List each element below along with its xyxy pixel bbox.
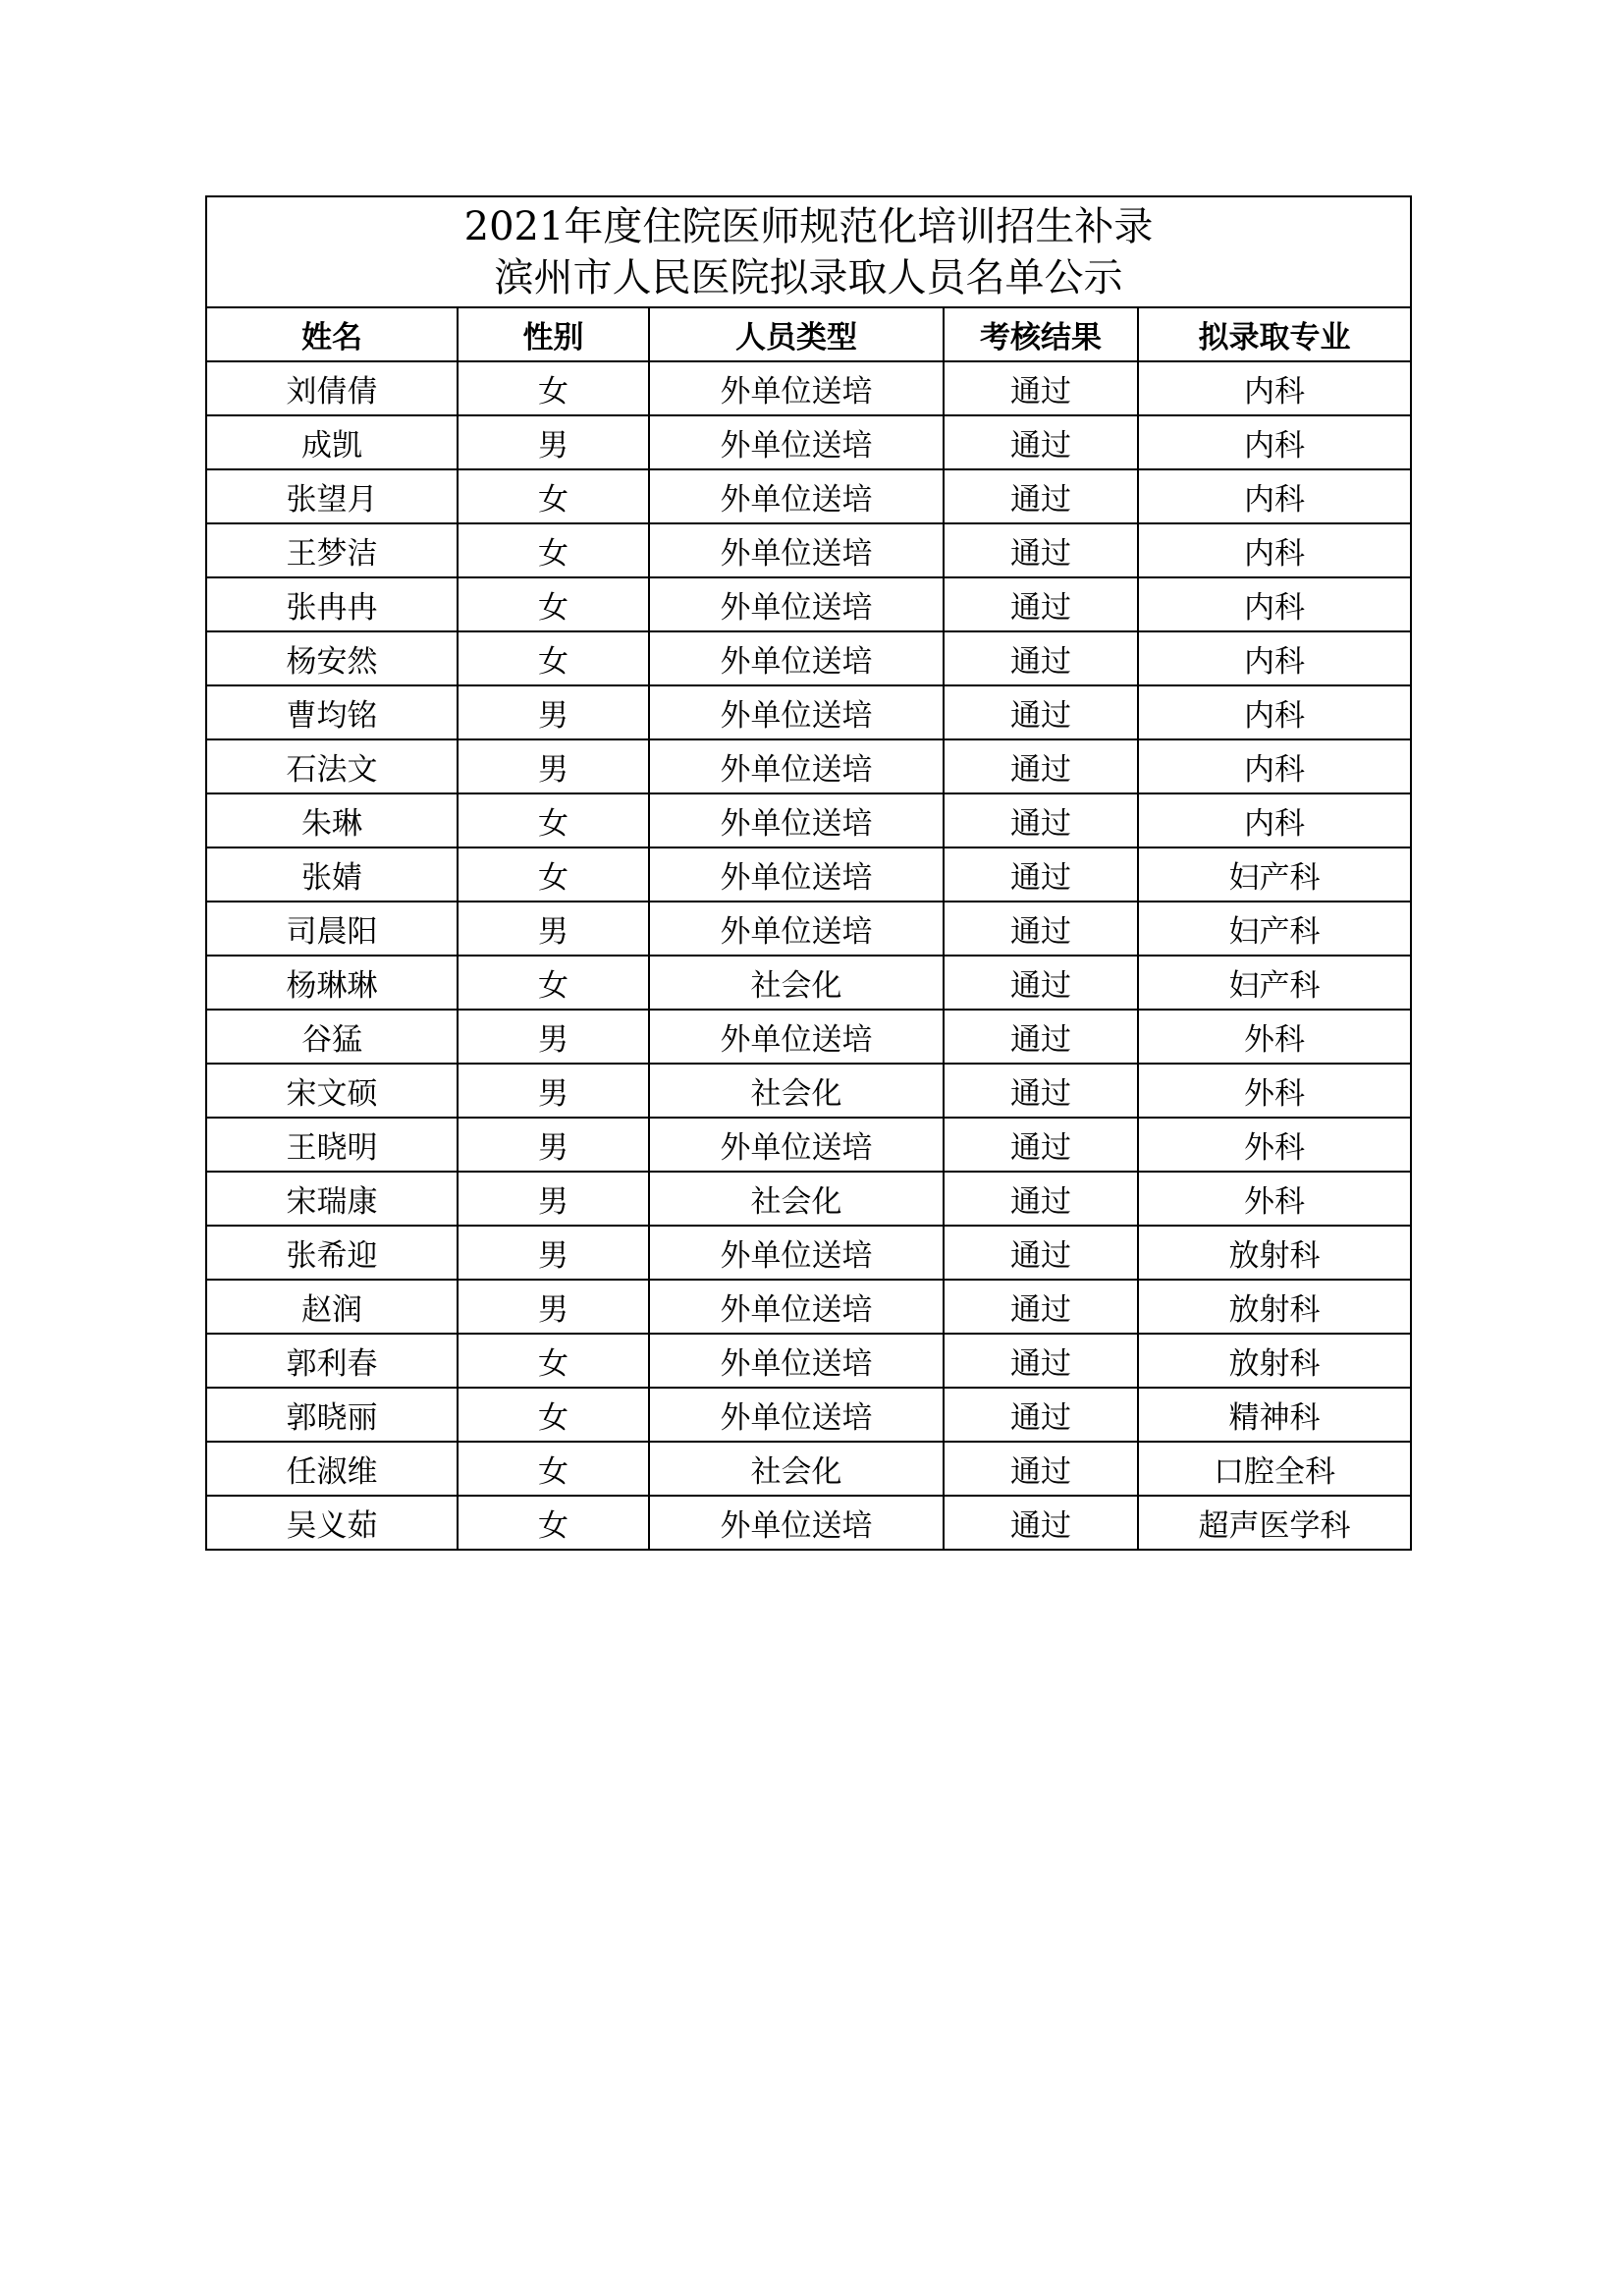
cell-result: 通过 [944, 1388, 1138, 1442]
cell-name: 石法文 [206, 739, 458, 793]
cell-type: 外单位送培 [649, 685, 944, 739]
cell-result: 通过 [944, 631, 1138, 685]
header-row [206, 307, 1411, 361]
table-row [206, 902, 1411, 956]
cell-name: 谷猛 [206, 1010, 458, 1064]
cell-result: 通过 [944, 1172, 1138, 1226]
cell-major: 妇产科 [1138, 956, 1411, 1010]
cell-name: 任淑维 [206, 1442, 458, 1496]
cell-major: 超声医学科 [1138, 1496, 1411, 1550]
cell-name: 刘倩倩 [206, 361, 458, 415]
cell-gender: 男 [458, 902, 649, 956]
table-row [206, 1010, 1411, 1064]
title-row [206, 196, 1411, 307]
cell-type: 外单位送培 [649, 361, 944, 415]
table-row [206, 1064, 1411, 1118]
table-row [206, 577, 1411, 631]
cell-type: 外单位送培 [649, 1010, 944, 1064]
table-row [206, 415, 1411, 469]
cell-type: 外单位送培 [649, 631, 944, 685]
cell-gender: 女 [458, 1334, 649, 1388]
table-row [206, 523, 1411, 577]
cell-type: 外单位送培 [649, 793, 944, 847]
cell-major: 内科 [1138, 631, 1411, 685]
cell-gender: 女 [458, 1388, 649, 1442]
cell-gender: 女 [458, 469, 649, 523]
cell-major: 放射科 [1138, 1280, 1411, 1334]
cell-name: 成凯 [206, 415, 458, 469]
cell-name: 王梦洁 [206, 523, 458, 577]
cell-major: 口腔全科 [1138, 1442, 1411, 1496]
column-header-result: 考核结果 [944, 307, 1138, 361]
cell-gender: 男 [458, 685, 649, 739]
cell-major: 妇产科 [1138, 847, 1411, 902]
cell-major: 外科 [1138, 1118, 1411, 1172]
cell-name: 宋瑞康 [206, 1172, 458, 1226]
cell-name: 郭利春 [206, 1334, 458, 1388]
cell-type: 外单位送培 [649, 469, 944, 523]
cell-major: 内科 [1138, 793, 1411, 847]
cell-gender: 女 [458, 847, 649, 902]
table-row [206, 361, 1411, 415]
table-row [206, 1442, 1411, 1496]
cell-result: 通过 [944, 523, 1138, 577]
cell-gender: 女 [458, 1496, 649, 1550]
column-header-gender: 性别 [458, 307, 649, 361]
cell-name: 宋文硕 [206, 1064, 458, 1118]
column-header-type: 人员类型 [649, 307, 944, 361]
cell-major: 内科 [1138, 523, 1411, 577]
cell-type: 社会化 [649, 1442, 944, 1496]
cell-type: 外单位送培 [649, 902, 944, 956]
admission-list-table [205, 195, 1412, 1551]
cell-gender: 男 [458, 1010, 649, 1064]
table-row [206, 1226, 1411, 1280]
cell-result: 通过 [944, 361, 1138, 415]
cell-type: 外单位送培 [649, 1226, 944, 1280]
cell-type: 外单位送培 [649, 1334, 944, 1388]
cell-name: 赵润 [206, 1280, 458, 1334]
cell-major: 内科 [1138, 685, 1411, 739]
cell-gender: 女 [458, 631, 649, 685]
cell-type: 外单位送培 [649, 1388, 944, 1442]
table-row [206, 847, 1411, 902]
cell-major: 内科 [1138, 739, 1411, 793]
cell-type: 外单位送培 [649, 1496, 944, 1550]
cell-result: 通过 [944, 1334, 1138, 1388]
cell-result: 通过 [944, 415, 1138, 469]
cell-type: 外单位送培 [649, 523, 944, 577]
cell-name: 张希迎 [206, 1226, 458, 1280]
cell-gender: 女 [458, 361, 649, 415]
cell-result: 通过 [944, 1442, 1138, 1496]
cell-type: 社会化 [649, 956, 944, 1010]
table-row [206, 1280, 1411, 1334]
cell-gender: 男 [458, 1118, 649, 1172]
cell-type: 外单位送培 [649, 847, 944, 902]
table-row [206, 956, 1411, 1010]
table-row [206, 1334, 1411, 1388]
cell-type: 社会化 [649, 1172, 944, 1226]
cell-type: 社会化 [649, 1064, 944, 1118]
cell-major: 放射科 [1138, 1226, 1411, 1280]
cell-gender: 女 [458, 956, 649, 1010]
cell-gender: 女 [458, 793, 649, 847]
cell-result: 通过 [944, 1280, 1138, 1334]
cell-name: 张望月 [206, 469, 458, 523]
cell-type: 外单位送培 [649, 1280, 944, 1334]
cell-result: 通过 [944, 793, 1138, 847]
table-body [206, 361, 1411, 1550]
cell-major: 外科 [1138, 1064, 1411, 1118]
cell-major: 放射科 [1138, 1334, 1411, 1388]
cell-gender: 男 [458, 415, 649, 469]
cell-type: 外单位送培 [649, 415, 944, 469]
cell-gender: 男 [458, 1280, 649, 1334]
cell-gender: 男 [458, 1226, 649, 1280]
table-row [206, 1496, 1411, 1550]
cell-major: 外科 [1138, 1172, 1411, 1226]
cell-major: 妇产科 [1138, 902, 1411, 956]
cell-gender: 男 [458, 739, 649, 793]
table-row [206, 793, 1411, 847]
cell-name: 张冉冉 [206, 577, 458, 631]
cell-name: 曹均铭 [206, 685, 458, 739]
cell-major: 内科 [1138, 469, 1411, 523]
cell-name: 张婧 [206, 847, 458, 902]
cell-gender: 男 [458, 1064, 649, 1118]
table-row [206, 1172, 1411, 1226]
table-row [206, 739, 1411, 793]
cell-result: 通过 [944, 685, 1138, 739]
cell-gender: 女 [458, 523, 649, 577]
cell-result: 通过 [944, 902, 1138, 956]
cell-major: 精神科 [1138, 1388, 1411, 1442]
cell-name: 司晨阳 [206, 902, 458, 956]
cell-major: 内科 [1138, 415, 1411, 469]
cell-name: 杨琳琳 [206, 956, 458, 1010]
cell-name: 郭晓丽 [206, 1388, 458, 1442]
table-row [206, 685, 1411, 739]
column-header-major: 拟录取专业 [1138, 307, 1411, 361]
cell-major: 内科 [1138, 577, 1411, 631]
title-line-2: 滨州市人民医院拟录取人员名单公示 [494, 254, 1123, 301]
title-line-1: 2021年度住院医师规范化培训招生补录 [463, 203, 1154, 249]
cell-type: 外单位送培 [649, 577, 944, 631]
cell-gender: 男 [458, 1172, 649, 1226]
cell-gender: 女 [458, 1442, 649, 1496]
cell-gender: 女 [458, 577, 649, 631]
table-row [206, 1388, 1411, 1442]
cell-major: 外科 [1138, 1010, 1411, 1064]
cell-result: 通过 [944, 1226, 1138, 1280]
table-row [206, 631, 1411, 685]
cell-result: 通过 [944, 1064, 1138, 1118]
table-title [206, 196, 1411, 307]
cell-result: 通过 [944, 1496, 1138, 1550]
cell-result: 通过 [944, 739, 1138, 793]
cell-name: 王晓明 [206, 1118, 458, 1172]
cell-name: 杨安然 [206, 631, 458, 685]
table-row [206, 469, 1411, 523]
cell-type: 外单位送培 [649, 739, 944, 793]
cell-major: 内科 [1138, 361, 1411, 415]
cell-name: 吴义茹 [206, 1496, 458, 1550]
column-header-name: 姓名 [206, 307, 458, 361]
cell-result: 通过 [944, 469, 1138, 523]
cell-name: 朱琳 [206, 793, 458, 847]
cell-type: 外单位送培 [649, 1118, 944, 1172]
table-row [206, 1118, 1411, 1172]
cell-result: 通过 [944, 577, 1138, 631]
cell-result: 通过 [944, 847, 1138, 902]
cell-result: 通过 [944, 1118, 1138, 1172]
cell-result: 通过 [944, 956, 1138, 1010]
cell-result: 通过 [944, 1010, 1138, 1064]
